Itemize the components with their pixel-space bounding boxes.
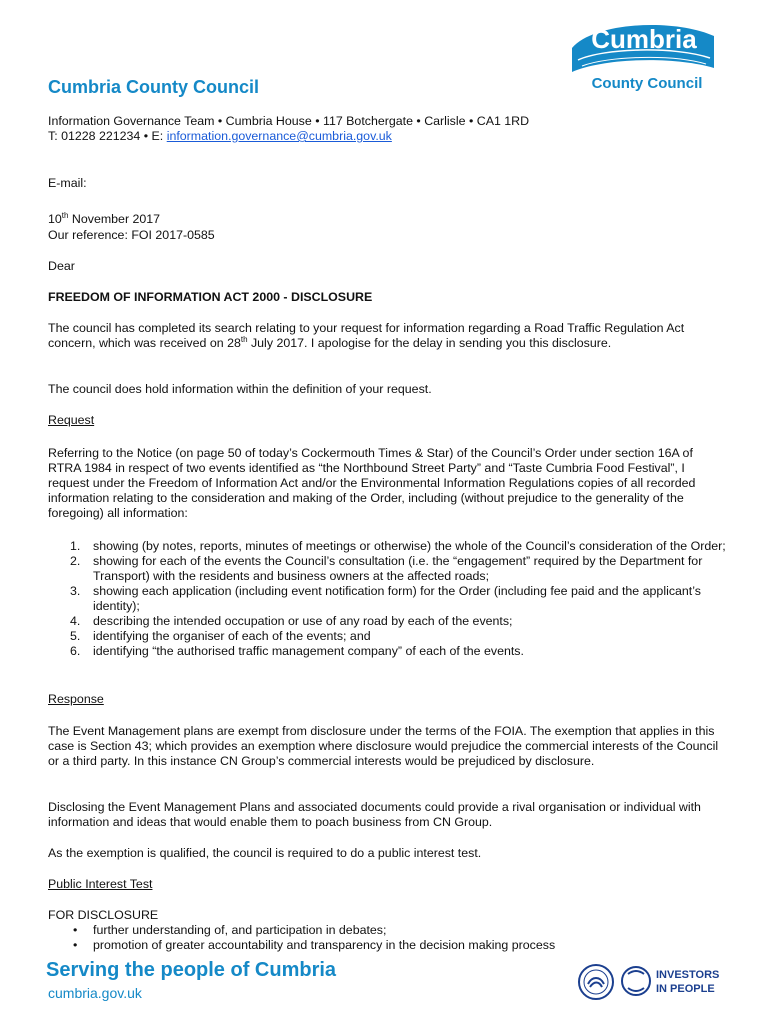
address-line: Information Governance Team • Cumbria House • 117 Botchergate • Carlisle • CA1 1RD <box>48 114 530 128</box>
intro-text: The council has completed its search relating to your request for information regarding a Road Traffic Regulation Act concern, which was received on 28 <box>48 321 685 350</box>
intro-sup: th <box>240 334 248 344</box>
organisation-name: Cumbria County Council <box>48 77 259 97</box>
contact-prefix: T: 01228 221234 • E: <box>48 129 167 143</box>
date-rest: November 2017 <box>68 212 161 226</box>
list-item <box>48 644 728 659</box>
list-number: 6. <box>70 644 81 658</box>
response-paragraph-1: The Event Management plans are exempt from disclosure under the terms of the FOIA. The exemption that applies in this case is Section 43; which provides an exemption where disclosure would prejudice the commercial interests of the Council or a third party. In this instance CN Group’s commercial interests would be prejudiced by disclosure. <box>48 724 719 768</box>
list-text: identifying the organiser of each of the events; and <box>93 629 371 643</box>
contact-line <box>48 129 728 144</box>
intro-paragraph <box>48 321 728 351</box>
bullet-icon: • <box>73 938 78 952</box>
our-reference: Our reference: FOI 2017-0585 <box>48 228 215 242</box>
for-disclosure-list <box>48 923 728 953</box>
list-item <box>48 584 728 614</box>
list-item <box>48 923 728 938</box>
request-heading: Request <box>48 413 95 427</box>
address-block <box>48 114 728 144</box>
iip-line-1: INVESTORS <box>656 969 720 981</box>
list-text: describing the intended occupation or use of any road by each of the events; <box>93 614 513 628</box>
list-text: promotion of greater accountability and transparency in the decision making process <box>93 938 556 952</box>
for-disclosure-label: FOR DISCLOSURE <box>48 908 159 922</box>
cumbria-logo <box>564 18 724 94</box>
letter-date <box>48 212 728 227</box>
list-number: 4. <box>70 614 81 628</box>
list-number: 2. <box>70 554 81 568</box>
list-item <box>48 554 728 584</box>
email-link[interactable]: information.governance@cumbria.gov.uk <box>166 129 392 143</box>
list-text: showing each application (including event notification form) for the Order (including fee paid and the applicant’s identity); <box>93 584 701 613</box>
list-number: 5. <box>70 629 81 643</box>
footer-url[interactable]: cumbria.gov.uk <box>48 985 142 1001</box>
logo-wordmark: Cumbria <box>591 24 697 54</box>
response-paragraph-2: Disclosing the Event Management Plans and associated documents could provide a rival organisation or individual with information and ideas that would enable them to poach business from CN Group. <box>48 800 701 829</box>
accreditation-seal-icon <box>574 962 618 1002</box>
request-list <box>48 539 728 659</box>
list-item <box>48 539 728 554</box>
list-number: 1. <box>70 539 81 553</box>
list-text: further understanding of, and participation in debates; <box>93 923 387 937</box>
request-paragraph: Referring to the Notice (on page 50 of today’s Cockermouth Times & Star) of the Council’s Order under section 16A of RTRA 1984 in respect of two events identified as “the Northbound Street Party” and “Taste Cumbria Food Festival”, I request under the Freedom of Information Act and/or the Environmental Information Regulations copies of all recorded information relating to the consideration and making of the Order, including (without prejudice to the generality of the foregoing) all information: <box>48 446 696 520</box>
response-heading: Response <box>48 692 104 706</box>
salutation: Dear <box>48 259 75 273</box>
list-number: 3. <box>70 584 81 598</box>
intro-text-end: July 2017. I apologise for the delay in sending you this disclosure. <box>247 336 612 350</box>
logo-subtitle: County Council <box>591 75 703 92</box>
response-paragraph-3: As the exemption is qualified, the council is required to do a public interest test. <box>48 846 482 860</box>
bullet-icon: • <box>73 923 78 937</box>
list-text: showing for each of the events the Council’s consultation (i.e. the “engagement” required by the Department for Transport) with the residents and business owners at the affected roads; <box>93 554 703 583</box>
list-item <box>48 938 728 953</box>
letter-subject: FREEDOM OF INFORMATION ACT 2000 - DISCLOSURE <box>48 290 373 304</box>
list-item <box>48 629 728 644</box>
iip-line-2: IN PEOPLE <box>656 983 715 995</box>
list-text: identifying “the authorised traffic management company” of each of the events. <box>93 644 524 658</box>
list-item <box>48 614 728 629</box>
date-day: 10 <box>48 212 62 226</box>
email-label: E-mail: <box>48 176 87 190</box>
footer-tagline: Serving the people of Cumbria <box>46 959 337 981</box>
date-suffix: th <box>61 210 69 220</box>
holds-info-paragraph: The council does hold information within the definition of your request. <box>48 382 432 396</box>
list-text: showing (by notes, reports, minutes of meetings or otherwise) the whole of the Council’s consideration of the Order; <box>93 539 726 553</box>
investors-in-people-badge <box>620 964 730 998</box>
public-interest-heading: Public Interest Test <box>48 877 153 891</box>
iip-wreath-icon <box>622 967 650 995</box>
